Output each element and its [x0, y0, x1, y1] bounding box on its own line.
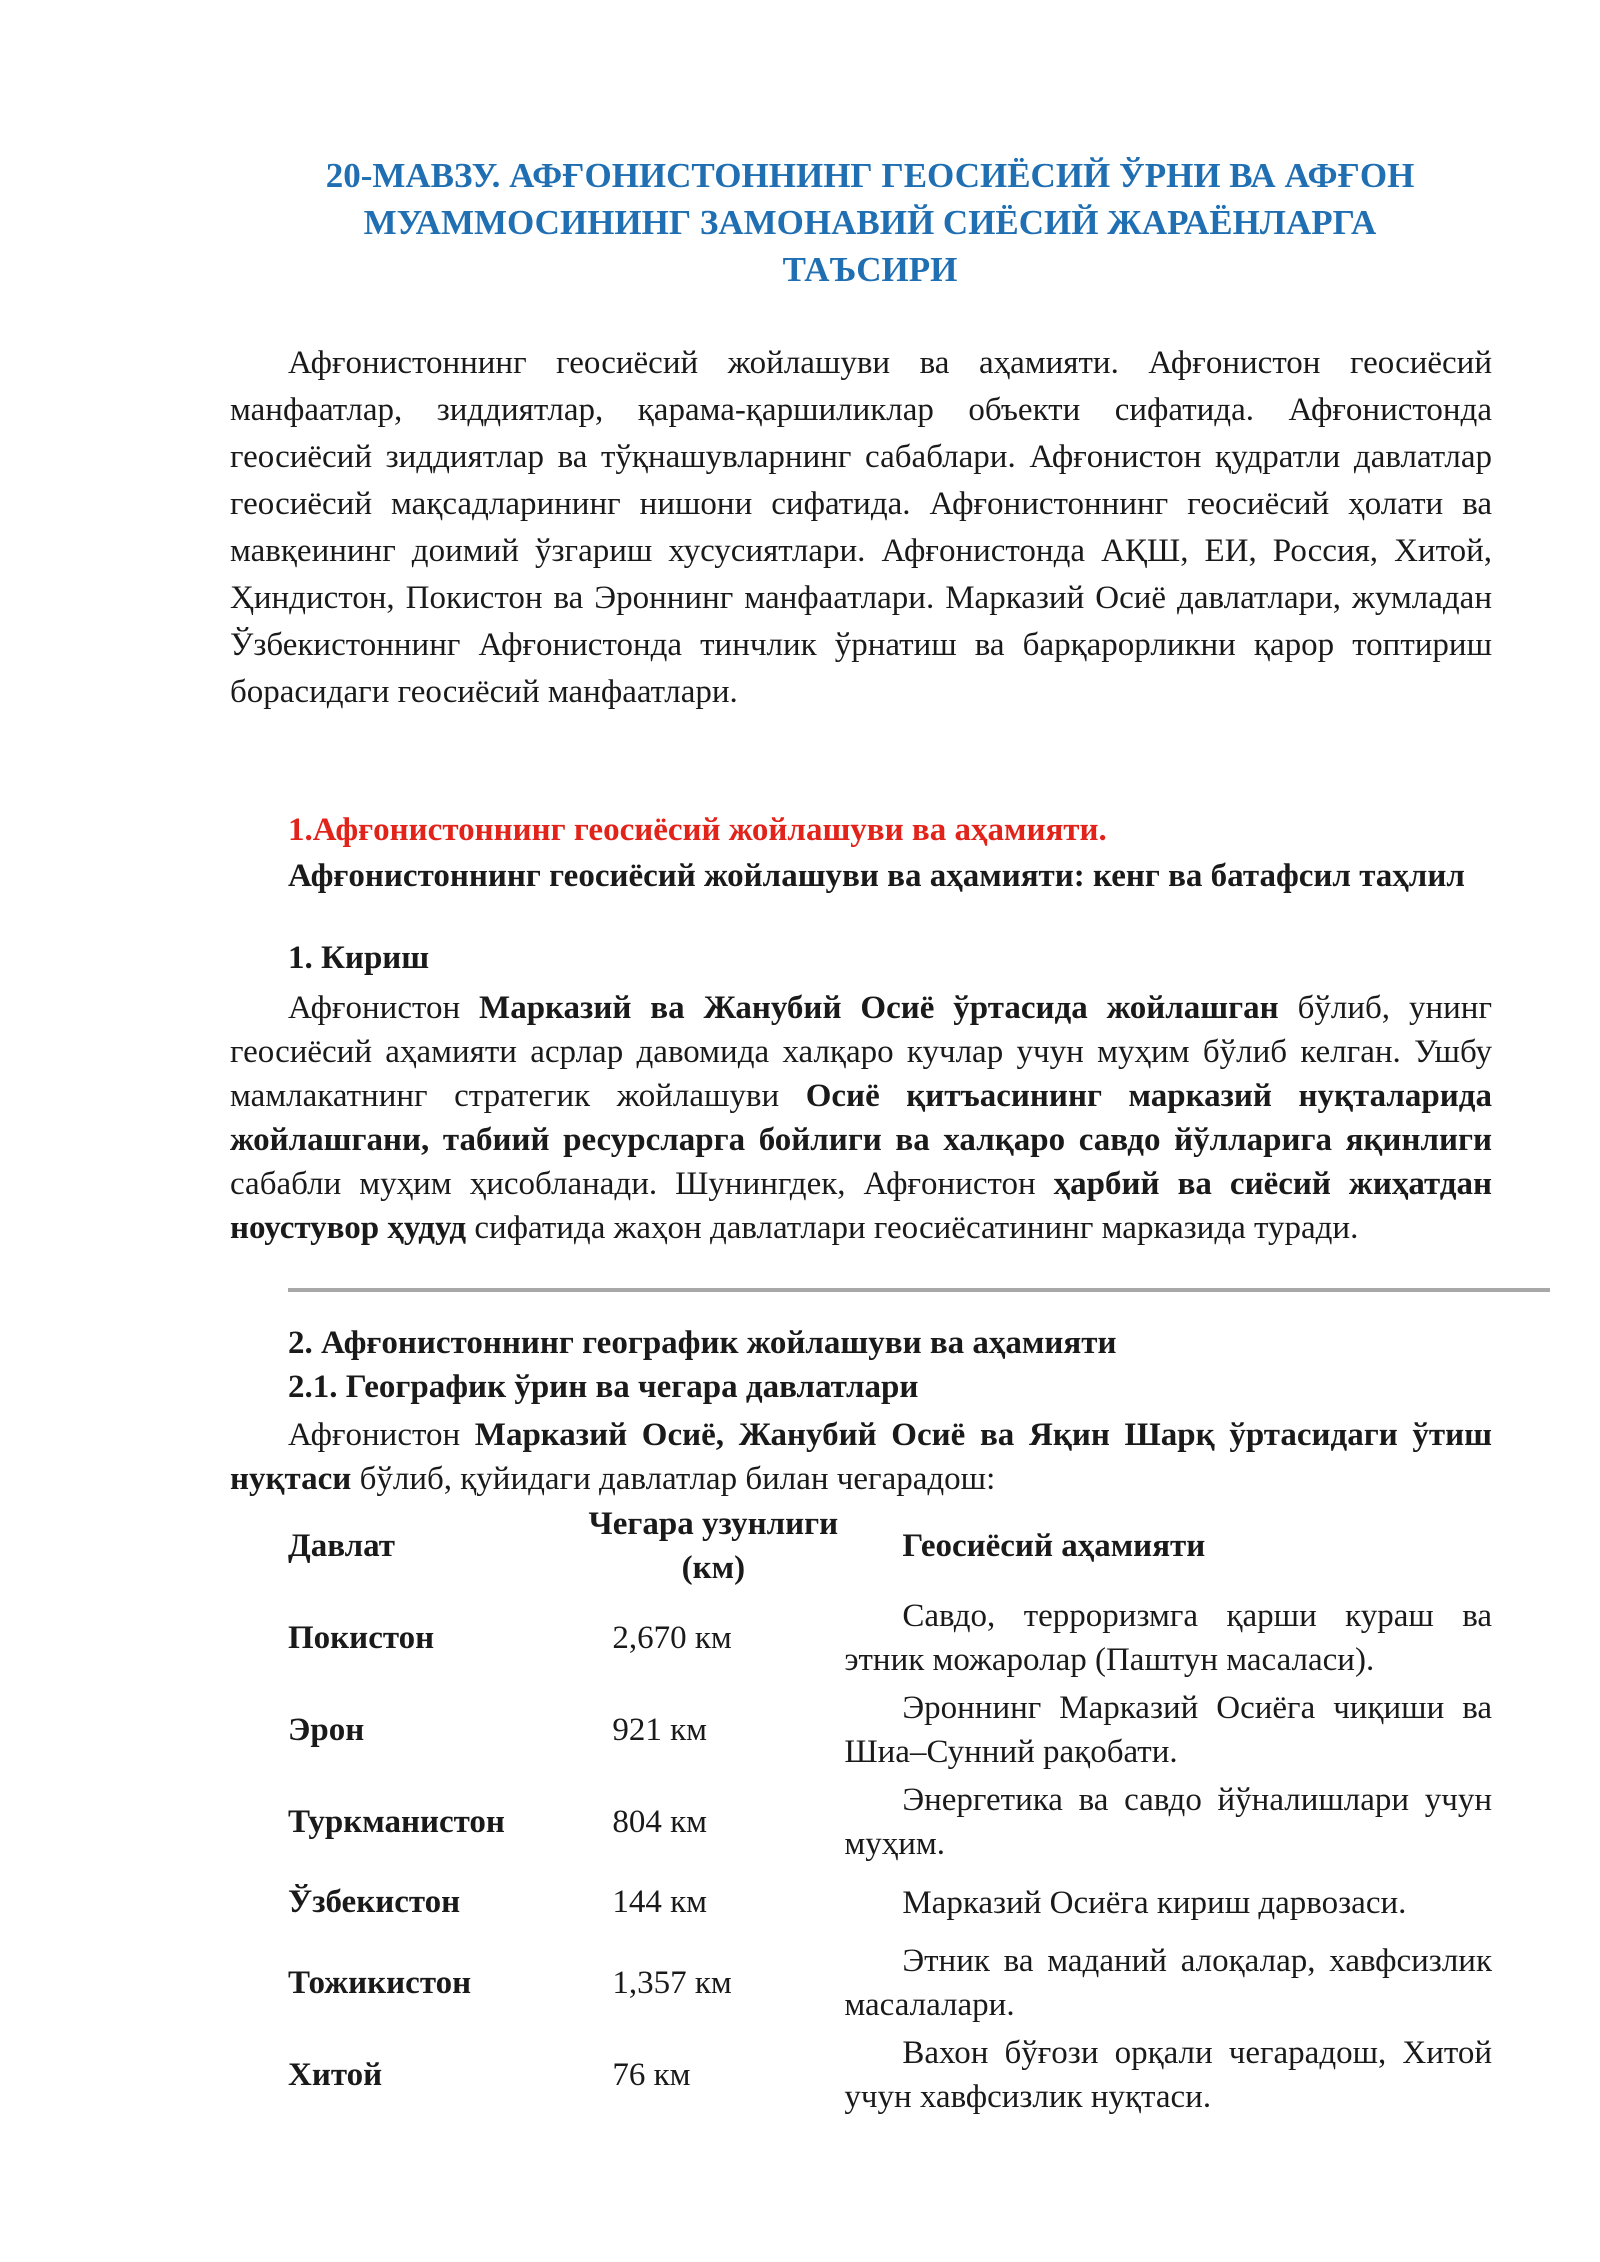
- title-line-3: ТАЪСИРИ: [782, 250, 958, 289]
- header-significance: Геосиёсий аҳамияти: [902, 1527, 1206, 1564]
- borders-text-2: бўлиб, қуйидаги давлатлар билан чегарадош:: [351, 1461, 996, 1497]
- title-line-1: 20-МАВЗУ. АФҒОНИСТОННИНГ ГЕОСИЁСИЙ ЎРНИ ВА АФҒОН: [325, 156, 1415, 195]
- borders-text-1: Афғонистон: [288, 1417, 475, 1453]
- intro-text-4: сифатида жаҳон давлатлари геосиёсатининг марказида туради.: [466, 1210, 1359, 1246]
- table-row: [230, 2029, 1492, 2121]
- table-row: [230, 1684, 1492, 1776]
- horizontal-divider: [288, 1288, 1550, 1292]
- intro-text-2: бўлиб, унинг геосиёсий аҳамияти асрлар давомида халқаро кучлар учун муҳим бўлиб келган. Ушбу мамлакатнинг стратегик жойлашуви: [230, 990, 1492, 1114]
- analysis-heading: Афғонистоннинг геосиёсий жойлашуви ва аҳамияти: кенг ва батафсил таҳлил: [288, 858, 1465, 894]
- intro-bold-3: ҳарбий ва сиёсий жиҳатдан ноустувор ҳудуд: [230, 1166, 1492, 1246]
- note-cell: Марказий Осиёга кириш дарвозаси.: [902, 1884, 1407, 1921]
- country-cell: Эрон: [288, 1711, 365, 1748]
- section-2-1-heading: 2.1. Географик ўрин ва чегара давлатлари: [288, 1369, 919, 1405]
- header-border-length: Чегара узунлиги (км): [588, 1506, 839, 1586]
- country-cell: Тожикистон: [288, 1964, 472, 2001]
- length-cell: 921 км: [612, 1711, 707, 1748]
- section-1-heading: 1.Афғонистоннинг геосиёсий жойлашуви ва аҳамияти.: [288, 812, 1107, 848]
- table-header-row: [230, 1500, 1492, 1592]
- table-row: [230, 1937, 1492, 2029]
- document-title: [260, 152, 1480, 293]
- introduction-heading: 1. Кириш: [288, 940, 430, 976]
- note-cell: Вахон бўғози орқали чегарадош, Хитой учун хавфсизлик нуқтаси.: [844, 2035, 1492, 2115]
- country-cell: Туркманистон: [288, 1803, 505, 1840]
- intro-bold-2: Осиё қитъасининг марказий нуқталарида жойлашгани, табиий ресурсларга бойлиги ва халқаро савдо йўлларига яқинлиги: [230, 1078, 1492, 1158]
- section-2-heading: 2. Афғонистоннинг географик жойлашуви ва аҳамияти: [288, 1325, 1117, 1361]
- country-cell: Хитой: [288, 2056, 383, 2093]
- table-row: [230, 1868, 1492, 1937]
- borders-bold-1: Марказий Осиё, Жанубий Осиё ва Яқин Шарқ ўртасидаги ўтиш нуқтаси: [230, 1417, 1492, 1497]
- header-country: Давлат: [288, 1527, 395, 1564]
- note-cell: Этник ва маданий алоқалар, хавфсизлик масалалари.: [844, 1943, 1492, 2023]
- borders-paragraph: [230, 1413, 1492, 1501]
- note-cell: Эроннинг Марказий Осиёга чиқиши ва Шиа–Сунний рақобати.: [844, 1690, 1492, 1770]
- country-cell: Покистон: [288, 1619, 435, 1656]
- length-cell: 1,357 км: [612, 1964, 732, 2001]
- length-cell: 76 км: [612, 2056, 691, 2093]
- intro-bold-1: Марказий ва Жанубий Осиё ўртасида жойлашган: [479, 990, 1279, 1026]
- length-cell: 2,670 км: [612, 1619, 732, 1656]
- table-row: [230, 1592, 1492, 1684]
- intro-text-3: сабабли муҳим ҳисобланади. Шунингдек, Афғонистон: [230, 1166, 1054, 1202]
- length-cell: 144 км: [612, 1884, 707, 1920]
- length-cell: 804 км: [612, 1803, 707, 1840]
- intro-paragraph: Афғонистоннинг геосиёсий жойлашуви ва аҳамияти. Афғонистон геосиёсий манфаатлар, зиддиятлар, қарама-қаршиликлар объекти сифатида. Афғонистонда геосиёсий зиддиятлар ва тўқнашувларнинг сабаблари. Афғонистон қудратли давлатлар геосиёсий мақсадларининг нишони сифатида. Афғонистоннинг геосиёсий ҳолати ва мавқеининг доимий ўзгариш хусусиятлари. Афғонистонда АҚШ, ЕИ, Россия, Хитой, Ҳиндистон, Покистон ва Эроннинг манфаатлари. Марказий Осиё давлатлари, жумладан Ўзбекистоннинг Афғонистонда тинчлик ўрнатиш ва барқарорликни қарор топтириш борасидаги геосиёсий манфаатлари.: [230, 345, 1492, 710]
- border-countries-table: [230, 1500, 1492, 2121]
- note-cell: Энергетика ва савдо йўналишлари учун муҳим.: [844, 1782, 1492, 1862]
- table-row: [230, 1776, 1492, 1868]
- country-cell: Ўзбекистон: [288, 1884, 461, 1920]
- title-line-2: МУАММОСИНИНГ ЗАМОНАВИЙ СИЁСИЙ ЖАРАЁНЛАРГА: [363, 203, 1377, 242]
- note-cell: Савдо, терроризмга қарши кураш ва этник можаролар (Паштун масаласи).: [844, 1598, 1492, 1678]
- introduction-paragraph: [230, 986, 1492, 1250]
- intro-text-1: Афғонистон: [288, 990, 480, 1026]
